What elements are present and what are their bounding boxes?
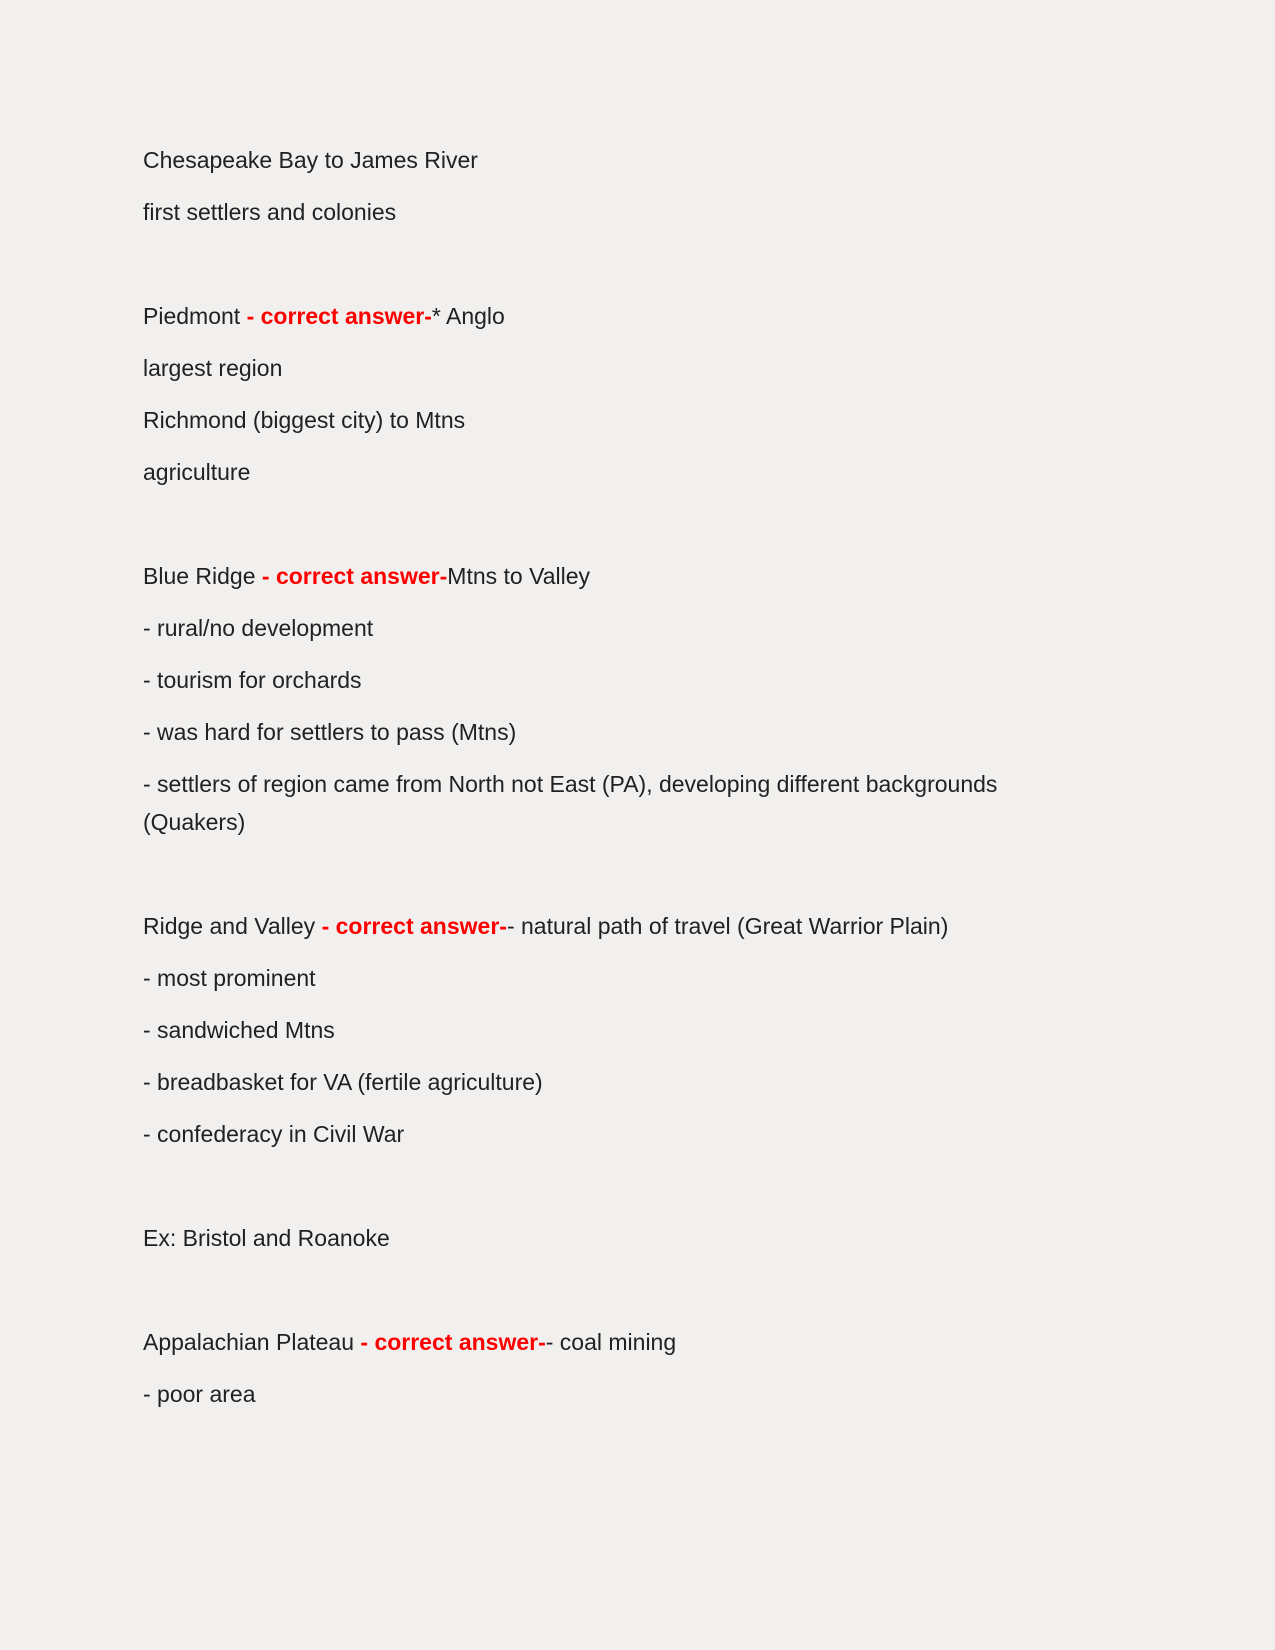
text-run: - most prominent xyxy=(143,965,316,991)
paragraph xyxy=(143,193,998,231)
paragraph xyxy=(143,959,998,997)
blank-line xyxy=(143,505,998,543)
text-run: - rural/no development xyxy=(143,615,374,641)
paragraph xyxy=(143,557,998,595)
text-run: - settlers of region came from North not East (PA), developing different backgrounds (Quakers) xyxy=(143,771,1004,835)
text-run: - sandwiched Mtns xyxy=(143,1017,335,1043)
text-run: - was hard for settlers to pass (Mtns) xyxy=(143,719,517,745)
text-run: largest region xyxy=(143,355,283,381)
correct-answer-marker: - correct answer- xyxy=(261,563,448,589)
text-run: Richmond (biggest city) to Mtns xyxy=(143,407,466,433)
text-run: - tourism for orchards xyxy=(143,667,362,693)
paragraph xyxy=(143,401,998,439)
paragraph xyxy=(143,1063,998,1101)
paragraph xyxy=(143,1219,998,1257)
text-run: - confederacy in Civil War xyxy=(143,1121,405,1147)
paragraph xyxy=(143,1323,998,1361)
correct-answer-marker: - correct answer- xyxy=(246,303,432,329)
text-run: - breadbasket for VA (fertile agriculture) xyxy=(143,1069,543,1095)
blank-line xyxy=(143,855,998,893)
paragraph xyxy=(143,453,998,491)
paragraph xyxy=(143,349,998,387)
paragraph xyxy=(143,141,998,179)
paragraph xyxy=(143,609,998,647)
text-run: Mtns to Valley xyxy=(447,563,591,589)
paragraph xyxy=(143,1375,998,1413)
blank-line xyxy=(143,1167,998,1205)
text-run: Blue Ridge xyxy=(143,563,262,589)
paragraph xyxy=(143,1115,998,1153)
text-run: - poor area xyxy=(143,1381,256,1407)
text-run: agriculture xyxy=(143,459,251,485)
text-run: Chesapeake Bay to James River xyxy=(143,147,478,173)
text-run: Ex: Bristol and Roanoke xyxy=(143,1225,390,1251)
blank-line xyxy=(143,245,998,283)
paragraph xyxy=(143,713,998,751)
text-run: Ridge and Valley xyxy=(143,913,322,939)
text-run: Appalachian Plateau xyxy=(143,1329,361,1355)
blank-line xyxy=(143,1271,998,1309)
correct-answer-marker: - correct answer- xyxy=(321,913,507,939)
text-run: first settlers and colonies xyxy=(143,199,397,225)
paragraph xyxy=(143,765,1004,841)
correct-answer-marker: - correct answer- xyxy=(360,1329,546,1355)
paragraph xyxy=(143,1011,998,1049)
text-run: - natural path of travel (Great Warrior Plain) xyxy=(506,913,949,939)
paragraph xyxy=(143,297,998,335)
paragraph xyxy=(143,661,998,699)
text-run: - coal mining xyxy=(545,1329,677,1355)
paragraph xyxy=(143,907,998,945)
text-run: Piedmont xyxy=(143,303,247,329)
text-run: * Anglo xyxy=(431,303,505,329)
